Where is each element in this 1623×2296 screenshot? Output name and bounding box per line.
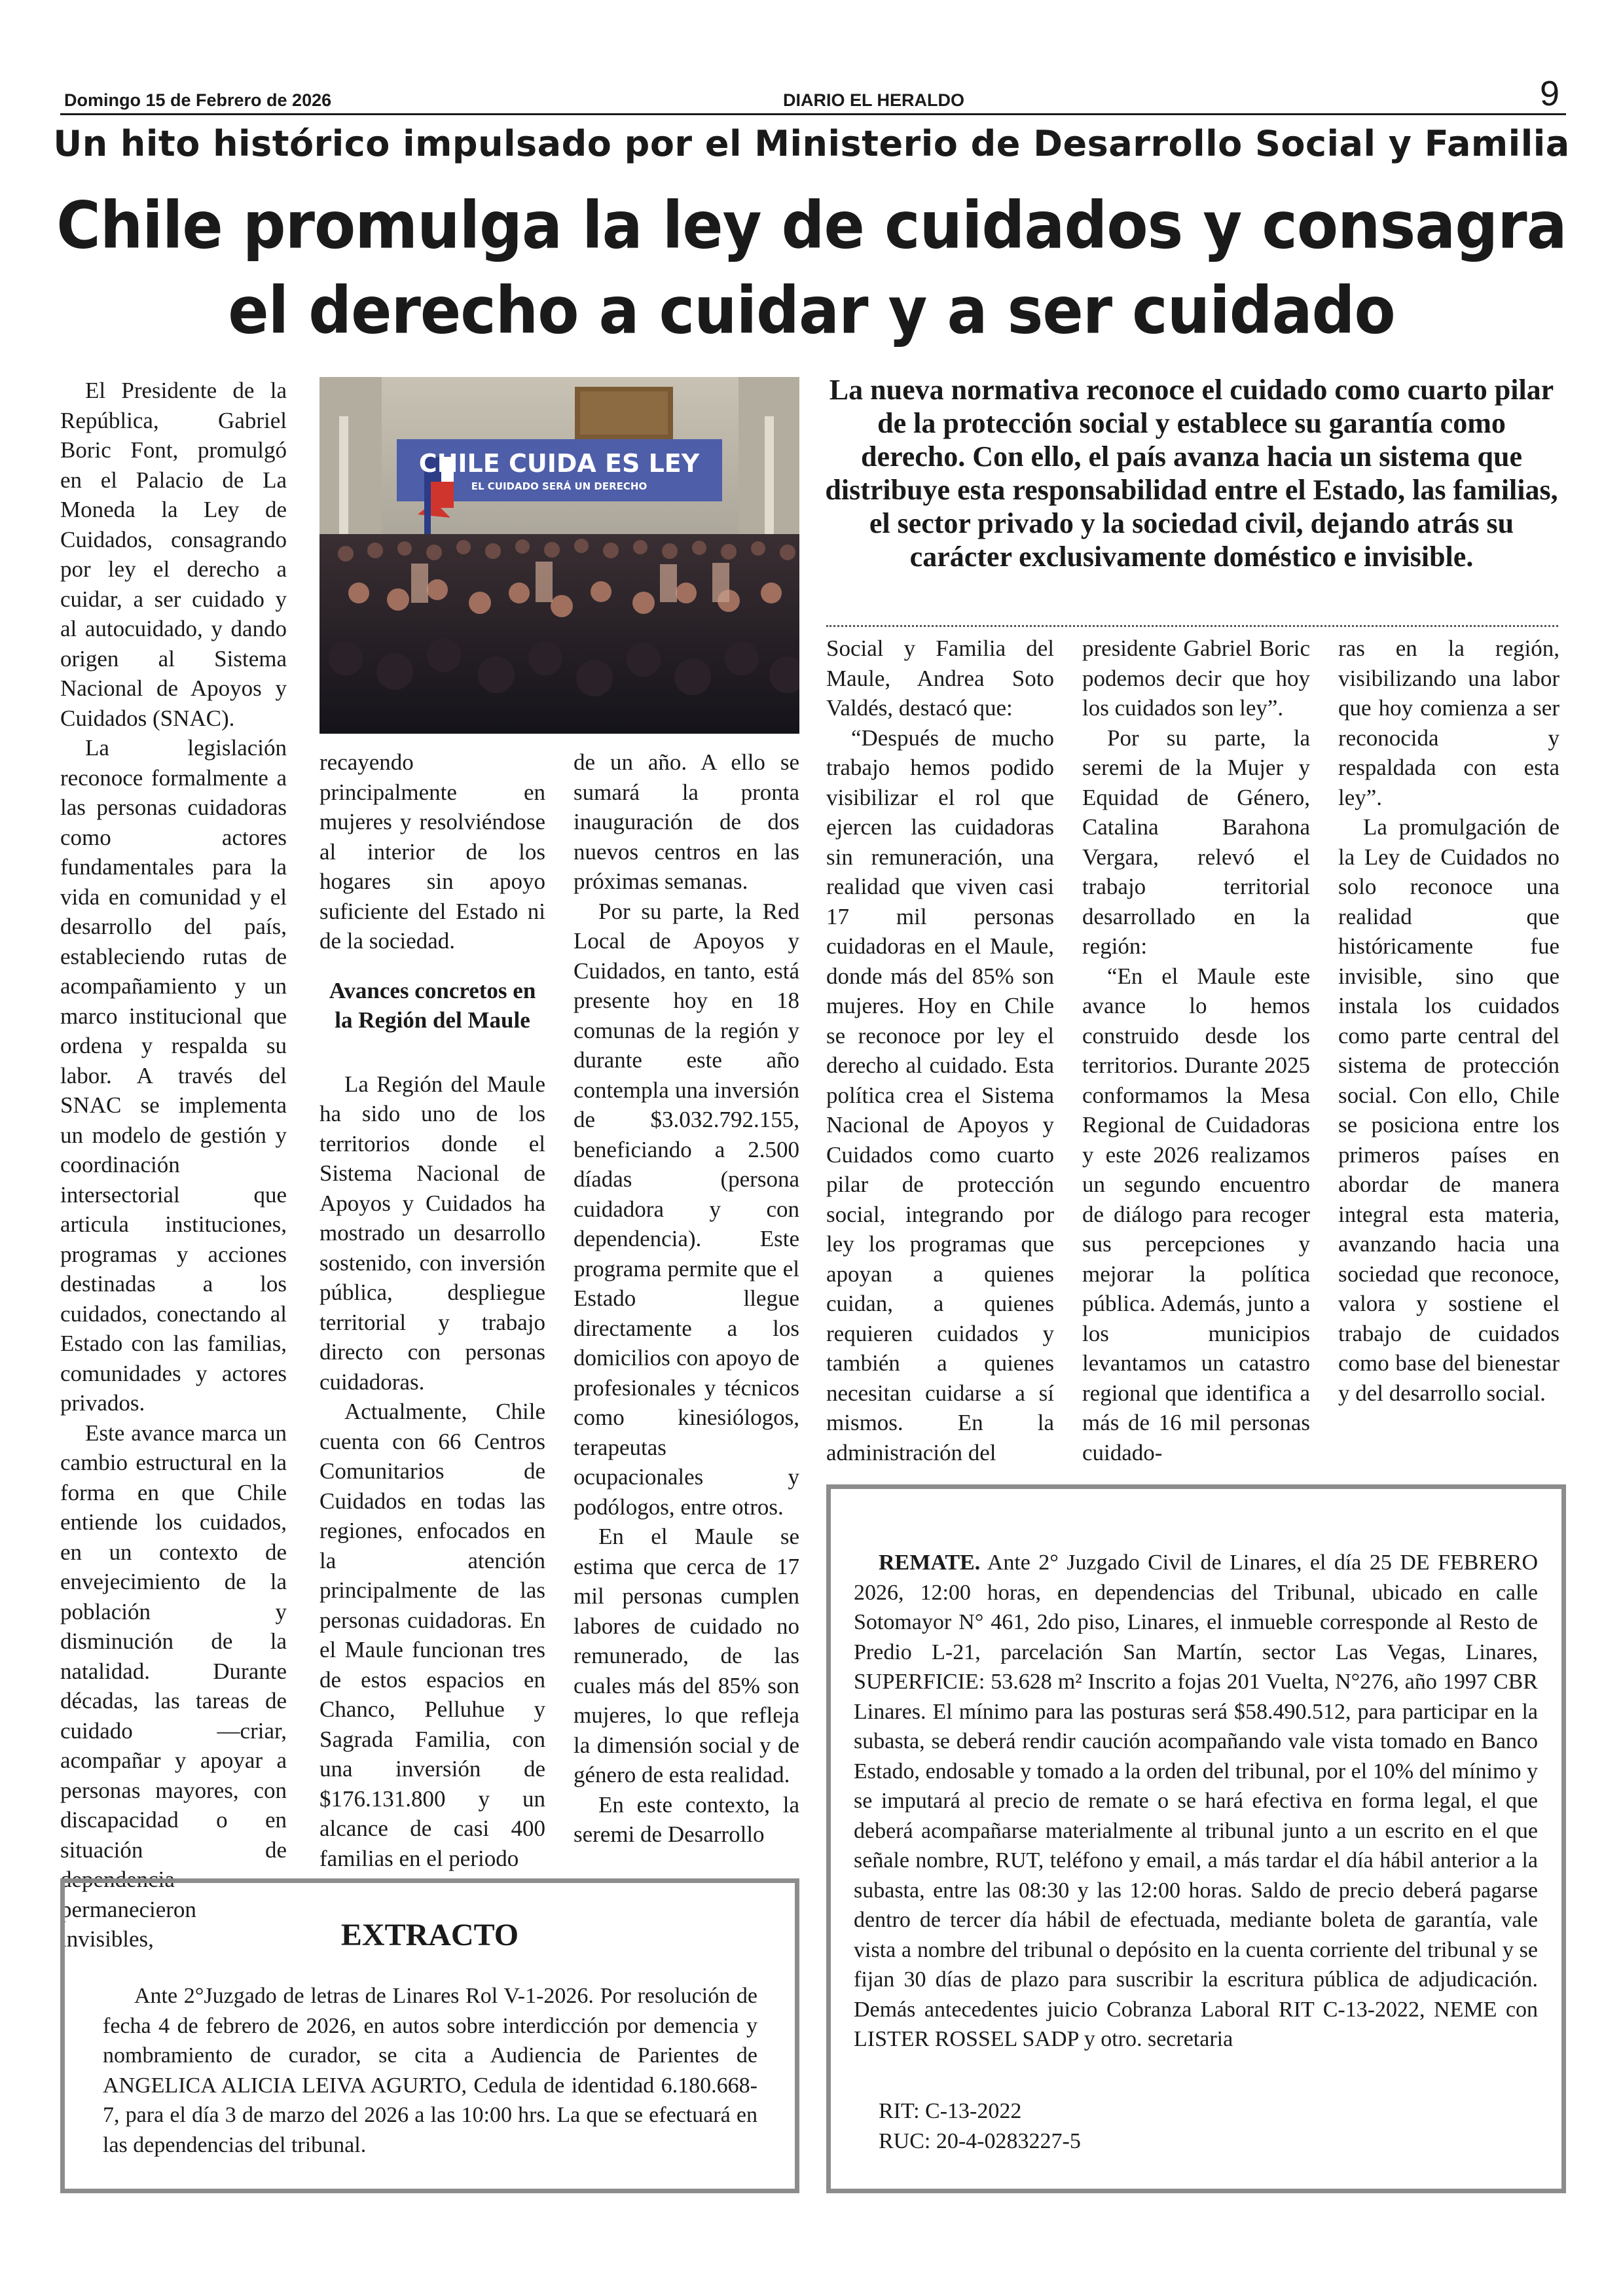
header-rule (60, 113, 1566, 115)
remate-notice-box (826, 1484, 1566, 2193)
issue-date: Domingo 15 de Febrero de 2026 (64, 90, 332, 110)
extracto-title: EXTRACTO (340, 1918, 519, 1952)
kicker: Un hito histórico impulsado por el Ministerio de Desarrollo Social y Familia (53, 123, 1570, 164)
section-subheading: Avances concretos en la Región del Maule (329, 977, 536, 1033)
paragraph: La Región del Maule ha sido uno de los territorios donde el Sistema Nacional de Apoyos y Cuidados ha mostrado un desarrollo sostenido, con inversión pública, despliegue territorial y trabajo directo con personas cuidadoras. (319, 1071, 545, 1395)
paragraph: En el Maule se estima que cerca de 17 mil personas cumplen labores de cuidado no remunerado, de las cuales más del 85% son mujeres, lo que refleja la dimensión social y de género de esta realidad. (574, 1524, 799, 1787)
headline-line-2: el derecho a cuidar y a ser cuidado (228, 272, 1395, 349)
paragraph: Este avance marca un cambio estructural en la forma en que Chile entiende los cuidados, en un contexto de envejecimiento de la población y disminución de la natalidad. Durante décadas, las tareas de cuidado —criar, acompañar y apoyar a personas mayores, con discapacidad o en situación de dependencia— permanecieron invisibles, (60, 1420, 287, 1952)
paragraph: ras en la región, visibilizando una labor que hoy comienza a ser reconocida y respaldada con esta ley”. (1338, 636, 1559, 810)
paragraph: de un año. A ello se sumará la pronta inauguración de dos nuevos centros en las próximas semanas. (574, 749, 799, 894)
paragraph: El Presidente de la República, Gabriel Boric Font, promulgó en el Palacio de La Moneda la Ley de Cuidados, consagrando por ley el derecho a cuidar, a ser cuidado y al autocuidado, y dando origen al Sistema Nacional de Apoyos y Cuidados (SNAC). (60, 378, 287, 731)
headline-line-1: Chile promulga la ley de cuidados y consagra (56, 187, 1567, 264)
remate-text (854, 1548, 1538, 2054)
paragraph: En este contexto, la seremi de Desarrollo (574, 1791, 799, 1847)
article-column-1 (60, 376, 287, 1954)
page-number: 9 (1540, 74, 1560, 113)
banner-title: CHILE CUIDA ES LEY (418, 449, 700, 478)
extracto-body: Ante 2°Juzgado de letras de Linares Rol V-1-2026. Por resolución de fecha 4 de febrero de 2026, en autos sobre interdicción por demencia y nombramiento de curador, se cita a Audiencia de Parientes de ANGELICA ALICIA LEIVA AGURTO, Cedula de identidad 6.180.668-7, para el día 3 de marzo del 2026 a las 10:00 hrs. La que se efectuará en las dependencias del tribunal. (103, 1984, 757, 2157)
paragraph: Por su parte, la seremi de la Mujer y Equidad de Género, Catalina Barahona Vergara, relevó el trabajo territorial desarrollado en la región: (1082, 725, 1310, 959)
paragraph: recayendo principalmente en mujeres y resolviéndose al interior de los hogares sin apoyo suficiente del Estado ni de la sociedad. (319, 749, 545, 954)
article-column-2 (319, 747, 545, 1873)
paragraph: presidente Gabriel Boric podemos decir que hoy los cuidados son ley”. (1082, 636, 1310, 721)
article-column-4 (826, 634, 1054, 1467)
paragraph: Actualmente, Chile cuenta con 66 Centros Comunitarios de Cuidados en todas las regiones, enfocados en la atención principalmente de las personas cuidadoras. En el Maule funcionan tres de estos espacios en Chanco, Pelluhue y Sagrada Familia, con una inversión de $176.131.800 y un alcance de casi 400 familias en el periodo (319, 1399, 545, 1871)
paragraph: Social y Familia del Maule, Andrea Soto Valdés, destacó que: (826, 636, 1054, 721)
paragraph: “En el Maule este avance lo hemos construido desde los territorios. Durante 2025 conformamos la Mesa Regional de Cuidadoras y este 2026 realizamos un segundo encuentro de diálogo para recoger sus percepciones y mejorar la política pública. Además, junto a los municipios levantamos un catastro regional que identifica a más de 16 mil personas cuidado- (1082, 963, 1310, 1465)
article-column-5 (1082, 634, 1310, 1467)
remate-body: Ante 2° Juzgado Civil de Linares, el día 25 DE FEBRERO 2026, 12:00 horas, en dependencias del Tribunal, ubicado en calle Sotomayor N° 461, 2do piso, Linares, el inmueble corresponde al Resto de Predio L-21, parcelación San Martín, sector Las Vegas, Linares, SUPERFICIE: 53.628 m² Inscrito a fojas 201 Vuelta, N°276, año 1997 CBR Linares. El mínimo para las posturas será $58.490.512, para participar en la subasta, se deberá rendir caución acompañando vale vista tomado en Banco Estado, endosable y tomado a la orden del tribunal, por el 10% del mínimo y se imputará al precio de remate o se hará efectiva en forma legal, el que deberá acompañarse materialmente al tribunal junto a un escrito en el que señale nombre, RUT, teléfono y email, a más tardar el día hábil anterior a la subasta, entre las 08:30 y las 12:00 horas. Saldo de precio deberá pagarse dentro de tercer día hábil de efectuada, mediante boleta de garantía, vale vista a nombre del tribunal o depósito en la cuenta corriente del tribunal y se fijan 30 días de plazo para suscribir la escritura pública de adjudicación. Demás antecedentes juicio Cobranza Laboral RIT C-13-2022, NEME con LISTER ROSSEL SADP y otro. secretaria (854, 1551, 1539, 2051)
remate-ruc: RUC: 20-4-0283227-5 (879, 2129, 1081, 2153)
article-photo (319, 377, 799, 734)
remate-lead: REMATE. (879, 1551, 981, 1575)
lede-divider (826, 625, 1558, 627)
paragraph: La legislación reconoce formalmente a las personas cuidadoras como actores fundamentales para la vida en comunidad y el desarrollo del país, estableciendo rutas de acompañamiento y un marco institucional que ordena y respalda su labor. A través del SNAC se implementa un modelo de gestión y coordinación intersectorial que articula instituciones, programas y acciones destinadas a los cuidados, conectando al Estado con las familias, comunidades y actores privados. (60, 735, 287, 1416)
paragraph: Por su parte, la Red Local de Apoyos y Cuidados, en tanto, está presente hoy en 18 comunas de la región y durante este año contempla una inversión de $3.032.792.155, beneficiando a 2.500 díadas (persona cuidadora y con dependencia). Este programa permite que el Estado llegue directamente a los domicilios con apoyo de profesionales y técnicos como kinesiólogos, terapeutas ocupacionales y podólogos, entre otros. (574, 898, 799, 1520)
paragraph: La promulgación de la Ley de Cuidados no solo reconoce una realidad que históricamente fue invisible, sino que instala los cuidados como parte central del sistema de protección social. Con ello, Chile se posiciona entre los primeros países en abordar de manera integral esta materia, avanzando hacia una sociedad que reconoce, valora y sostiene el trabajo de cuidados como base del bienestar y del desarrollo social. (1338, 814, 1559, 1406)
extracto-notice-box (60, 1878, 799, 2193)
newspaper-name: DIARIO EL HERALDO (783, 90, 965, 110)
paragraph: “Después de mucho trabajo hemos podido visibilizar el rol que ejercen las cuidadoras sin remuneración, una realidad que viven casi 17 mil personas cuidadoras en el Maule, donde más del 85% son mujeres. Hoy en Chile se reconoce por ley el derecho al cuidado. Esta política crea el Sistema Nacional de Apoyos y Cuidados como cuarto pilar de protección social, integrando por ley los programas que apoyan a quienes cuidan, a quienes requieren cuidados y también a quienes necesitan cuidarse a sí mismos. En la administración del (826, 725, 1054, 1465)
headline (0, 183, 1623, 353)
article-lede: La nueva normativa reconoce el cuidado como cuarto pilar de la protección social y establece su garantía como derecho. Con ello, el país avanza hacia un sistema que distribuye esta responsabilidad entre el Estado, las familias, el sector privado y la sociedad civil, dejando atrás su carácter exclusivamente doméstico e invisible. (825, 374, 1558, 573)
banner-subtitle: EL CUIDADO SERÁ UN DERECHO (471, 480, 647, 492)
ceremony-photo-illustration (319, 377, 799, 734)
article-column-3 (574, 747, 799, 1850)
remate-rit: RIT: C-13-2022 (879, 2099, 1022, 2123)
article-column-6 (1338, 634, 1559, 1408)
